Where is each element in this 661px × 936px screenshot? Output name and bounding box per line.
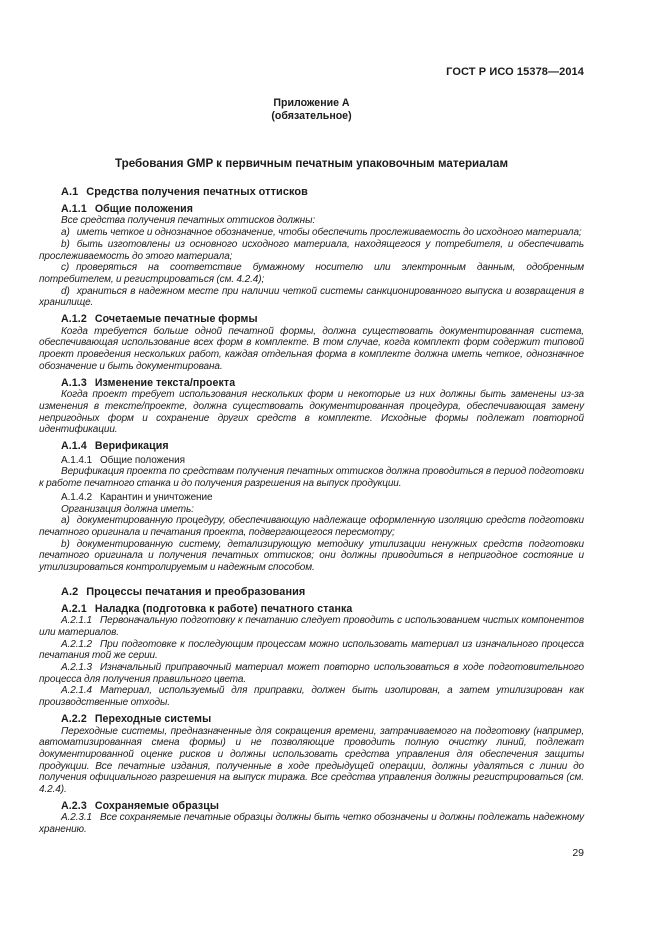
numbered-paragraph: А.2.1.3 Изначальный приправочный материал может повторно использоваться в ходе подготовительного процесса для получения правильного цвета. <box>39 662 584 685</box>
appendix-block <box>39 97 584 122</box>
section-heading: А.1 Средства получения печатных оттисков <box>61 186 308 198</box>
clause-number: А.2.1.4 <box>61 685 92 697</box>
paragraph: Организация должна иметь: <box>61 503 194 515</box>
clause-number: А.2.1.2 <box>61 638 92 650</box>
section-heading: А.2 Процессы печатания и преобразования <box>61 585 306 598</box>
list-item: a) документированную процедуру, обеспечивающую надлежаще оформленную изоляцию средств подготовки печатного оригинала и печатания проекта, подвергающегося пересмотру; <box>39 515 584 538</box>
document-body <box>39 187 584 836</box>
clause-number: А.1.4.1 <box>61 454 92 466</box>
clause-number: А.1.3 <box>61 376 87 389</box>
numbered-paragraph: А.2.3.1 Все сохраняемые печатные образцы должны быть четко обозначены и должны подлежать надежному хранению. <box>39 812 584 836</box>
list-marker: b) <box>61 538 70 550</box>
page-number: 29 <box>572 847 584 859</box>
clause-number: А.1.4.2 <box>61 491 92 503</box>
clause-number: А.2.3 <box>61 799 87 812</box>
clause-number: А.2.1.3 <box>61 662 92 674</box>
clause-number: А.2.1 <box>61 602 87 615</box>
clause-number: А.2.2 <box>61 712 87 725</box>
subsection-heading: А.1.3 Изменение текста/проекта <box>61 376 236 389</box>
paragraph: Все средства получения печатных оттисков должны: <box>61 215 316 227</box>
list-marker: a) <box>61 227 70 239</box>
list-item: b) быть изготовлены из основного исходного материала, находящегося у потребителя, и обеспечивать прослеживаемость до этого материала; <box>39 238 584 262</box>
clause-number: А.1.1 <box>61 202 87 215</box>
clause-number: А.2 <box>61 585 79 598</box>
clause-heading: А.1.4.2 Карантин и уничтожение <box>61 491 213 503</box>
paragraph: Когда требуется больше одной печатной формы, должна существовать документированная система, обеспечивающая использование всех форм в комплекте. В том случае, когда комплект форм содержит типовой проект проведения нескольких работ, каждая отдельная форма в комплекте должна иметь четкое, однозначное обозначение и быть документирована. <box>39 325 584 372</box>
list-marker: c) <box>61 262 70 274</box>
subsection-heading: А.1.1 Общие положения <box>61 202 194 215</box>
subsection-heading: А.1.4 Верификация <box>61 440 169 453</box>
numbered-paragraph: А.2.1.1 Первоначальную подготовку к печатанию следует проводить с использованием чистых компонентов или материалов. <box>39 615 584 638</box>
subsection-heading: А.2.2 Переходные системы <box>61 712 212 725</box>
clause-number: А.1.2 <box>61 313 87 326</box>
list-marker: d) <box>61 285 70 297</box>
clause-number: А.2.1.1 <box>61 615 92 627</box>
subsection-heading: А.1.2 Сочетаемые печатные формы <box>61 313 258 326</box>
clause-heading: А.1.4.1 Общие положения <box>61 454 185 466</box>
subsection-heading: А.2.3 Сохраняемые образцы <box>61 799 220 812</box>
clause-number: А.1 <box>61 186 79 198</box>
list-item: c) проверяться на соответствие бумажному носителю или электронным данным, одобренным потребителем, и регистрироваться (см. 4.2.4); <box>39 262 584 285</box>
appendix-obligation-label: (обязательное) <box>271 109 352 122</box>
paragraph: Верификация проекта по средствам получения печатных оттисков должна проводиться в период подготовки к работе печатного станка и до получения разрешения на выпуск продукции. <box>39 466 584 490</box>
subsection-heading: А.2.1 Наладка (подготовка к работе) печатного станка <box>61 602 353 615</box>
appendix-title: Приложение А <box>273 97 350 109</box>
paragraph: Когда проект требует использования нескольких форм и некоторые из них должны быть заменены из-за изменения в тексте/проекте, должна существовать документированная процедура, обеспечивающая замену непригодных форм и сохранение других средств в комплекте. Исходные формы подлежат повторной идентификации. <box>39 389 584 436</box>
clause-number: А.2.3.1 <box>61 812 92 824</box>
list-marker: a) <box>61 515 70 527</box>
numbered-paragraph: А.2.1.4 Материал, используемый для приправки, должен быть изолирован, а затем утилизирован как производственные отходы. <box>39 685 584 709</box>
page-title: Требования GMP к первичным печатным упаковочным материалам <box>114 157 509 170</box>
content-column <box>39 66 584 836</box>
list-item: a) иметь четкое и однозначное обозначение, чтобы обеспечить прослеживаемость до исходного материала; <box>61 227 582 239</box>
clause-number: А.1.4 <box>61 440 87 453</box>
standard-designation: ГОСТ Р ИСО 15378—2014 <box>446 66 584 78</box>
list-item: d) храниться в надежном месте при наличии четкой системы санкционированного выпуска и возвращения в хранилище. <box>39 285 584 309</box>
list-marker: b) <box>61 238 70 250</box>
paragraph: Переходные системы, предназначенные для сокращения времени, затрачиваемого на подготовку (например, автоматизированная смена формы) и не позволяющие проводить полную очистку линий, подлежат документированной оценке рисков и должны использовать средства управления для обеспечения защиты продукции. Все печатные издания, полученные в ходе предыдущей операции, должны удаляться с линии до получения официального разрешения на выпуск тиража. Все средства управления должны регистрироваться (см. 4.2.4). <box>39 725 584 796</box>
list-item: b) документированную систему, детализирующую методику утилизации ненужных средств подготовки печатного оригинала и получения печатных оттисков; они должны приводиться в непригодное состояние и утилизироваться контролируемым и надежным способом. <box>39 538 584 574</box>
numbered-paragraph: А.2.1.2 При подготовке к последующим процессам можно использовать материал из изначального процесса печатания той же серии. <box>39 638 584 662</box>
